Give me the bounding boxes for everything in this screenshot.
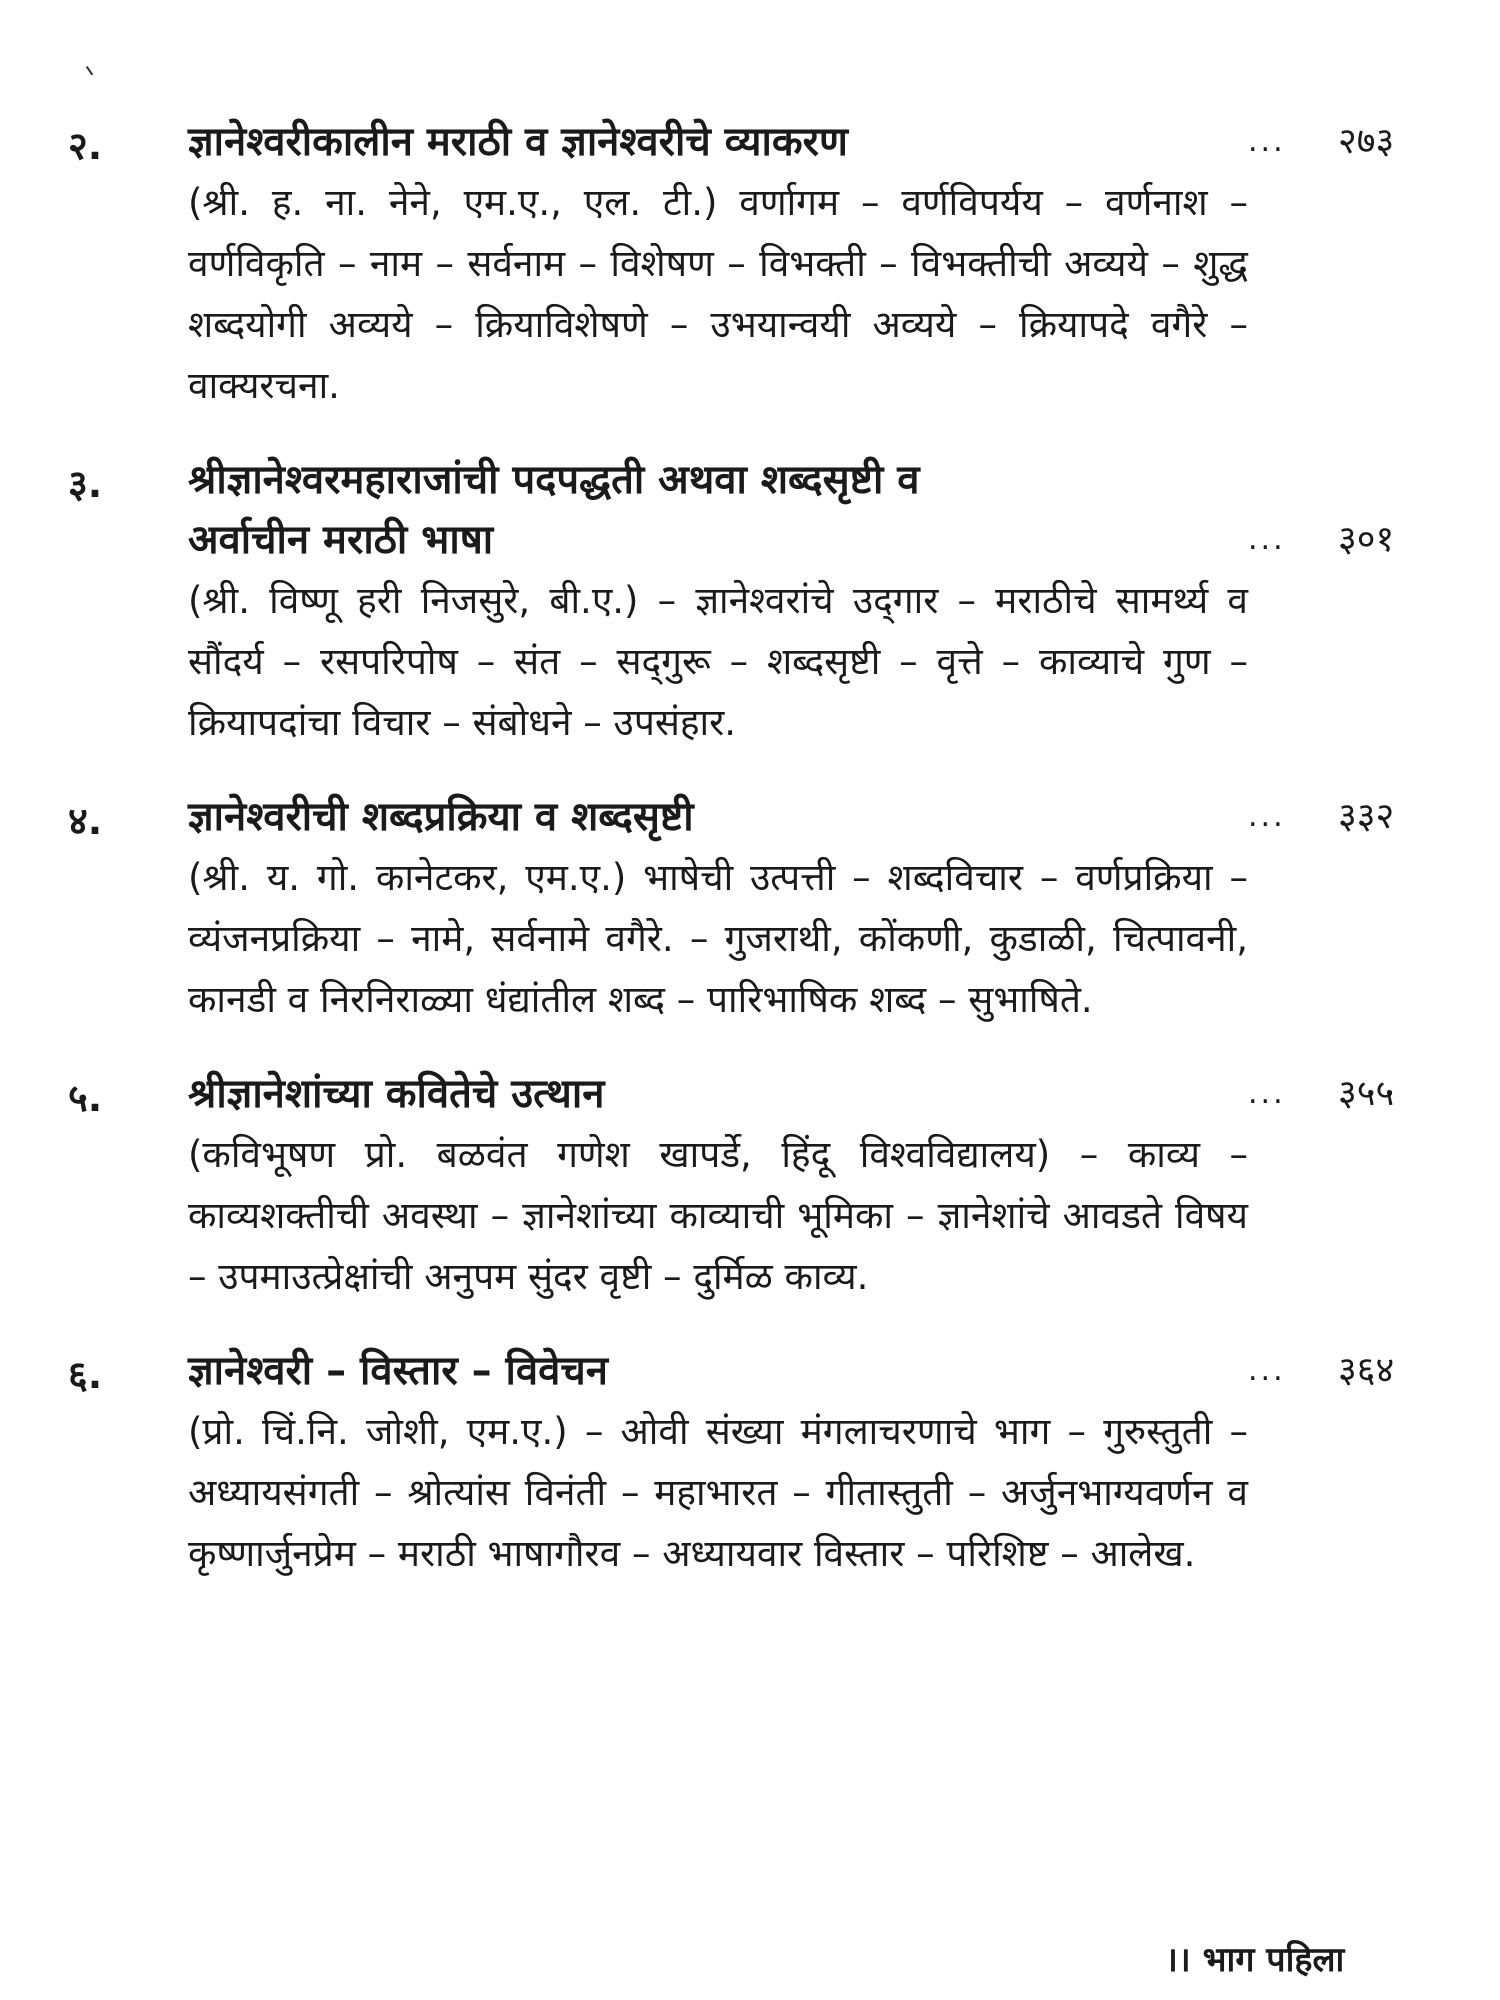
- entry-title: ज्ञानेश्वरी – विस्तार – विवेचन: [188, 1348, 608, 1394]
- toc-entry: [0, 112, 1500, 416]
- toc-entry: [0, 1064, 1500, 1307]
- entry-page-number: ३०१: [1338, 519, 1395, 560]
- entry-number: ६.: [68, 1353, 103, 1397]
- stray-mark: [86, 63, 98, 76]
- entry-title-continued: अर्वाचीन मराठी भाषा: [188, 517, 494, 563]
- entry-body: [188, 1064, 1395, 1307]
- entry-page-number: २७३: [1338, 121, 1395, 162]
- entry-page-number: ३३२: [1338, 796, 1395, 837]
- entry-title: श्रीज्ञानेशांच्या कवितेचे उत्थान: [188, 1071, 605, 1117]
- entry-leader: ...: [1248, 799, 1286, 834]
- entry-title: ज्ञानेश्वरीकालीन मराठी व ज्ञानेश्वरीचे व्याकरण: [188, 119, 848, 165]
- entry-title-row: [188, 112, 1395, 172]
- entry-body: [188, 450, 1395, 753]
- entry-title-row: [188, 1341, 1395, 1401]
- entry-page-number: ३६४: [1338, 1350, 1395, 1391]
- entry-title-row: [188, 787, 1395, 847]
- toc-entry: [0, 1341, 1500, 1584]
- entry-leader: ...: [1248, 124, 1286, 159]
- entry-body: [188, 787, 1395, 1030]
- entry-body: [188, 112, 1395, 416]
- entry-leader: ...: [1248, 1076, 1286, 1111]
- entry-number: २.: [68, 124, 103, 168]
- entry-description: (श्री. य. गो. कानेटकर, एम.ए.) भाषेची उत्पत्ती – शब्दविचार – वर्णप्रक्रिया – व्यंजनप्रक्रिया – नामे, सर्वनामे वगैरे. – गुजराथी, कोंकणी, कुडाळी, चित्पावनी, कानडी व निरनिराळ्या धंद्यांतील शब्द – पारिभाषिक शब्द – सुभाषिते.: [188, 856, 1248, 1021]
- entry-body: [188, 1341, 1395, 1584]
- entry-title: श्रीज्ञानेश्वरमहाराजांची पदपद्धती अथवा शब्दसृष्टी व: [188, 457, 920, 503]
- entry-title: ज्ञानेश्वरीची शब्दप्रक्रिया व शब्दसृष्टी: [188, 794, 694, 840]
- part-label: ।। भाग पहिला: [1165, 1940, 1345, 1980]
- entry-description: (श्री. विष्णू हरी निजसुरे, बी.ए.) – ज्ञानेश्वरांचे उद्‌गार – मराठीचे सामर्थ्य व सौंदर्य – रसपरिपोष – संत – सद्‌गुरू – शब्दसृष्टी – वृत्ते – काव्याचे गुण – क्रियापदांचा विचार – संबोधने – उपसंहार.: [188, 579, 1248, 744]
- entry-title-row: [188, 510, 1395, 570]
- entry-description: (प्रो. चिं.नि. जोशी, एम.ए.) – ओवी संख्या मंगलाचरणाचे भाग – गुरुस्तुती – अध्यायसंगती – श्रोत्यांस विनंती – महाभारत – गीतास्तुती – अर्जुनभाग्यवर्णन व कृष्णार्जुनप्रेम – मराठी भाषागौरव – अध्यायवार विस्तार – परिशिष्ट – आलेख.: [188, 1410, 1248, 1575]
- entry-number: ४.: [68, 799, 103, 843]
- entry-description: (कविभूषण प्रो. बळवंत गणेश खापर्डे, हिंदू विश्‍वविद्यालय) – काव्य – काव्यशक्तीची अवस्था – ज्ञानेशांच्या काव्याची भूमिका – ज्ञानेशांचे आवडते विषय – उपमाउत्प्रेक्षांची अनुपम सुंदर वृष्टी – दुर्मिळ काव्य.: [188, 1133, 1248, 1298]
- entry-number: ५.: [68, 1076, 103, 1120]
- entry-leader: ...: [1248, 1353, 1286, 1388]
- table-of-contents: [0, 112, 1500, 1618]
- entry-description: (श्री. ह. ना. नेने, एम.ए., एल. टी.) वर्णागम – वर्णविपर्यय – वर्णनाश – वर्णविकृति – नाम – सर्वनाम – विशेषण – विभक्ती – विभक्तीची अव्यये – शुद्ध शब्दयोगी अव्यये – क्रियाविशेषणे – उभयान्वयी अव्यये – क्रियापदे वगैरे – वाक्यरचना.: [188, 181, 1248, 407]
- toc-entry: [0, 450, 1500, 753]
- entry-title-row: [188, 1064, 1395, 1124]
- entry-page-number: ३५५: [1338, 1073, 1395, 1114]
- toc-entry: [0, 787, 1500, 1030]
- entry-number: ३.: [68, 462, 103, 506]
- entry-leader: ...: [1248, 522, 1286, 557]
